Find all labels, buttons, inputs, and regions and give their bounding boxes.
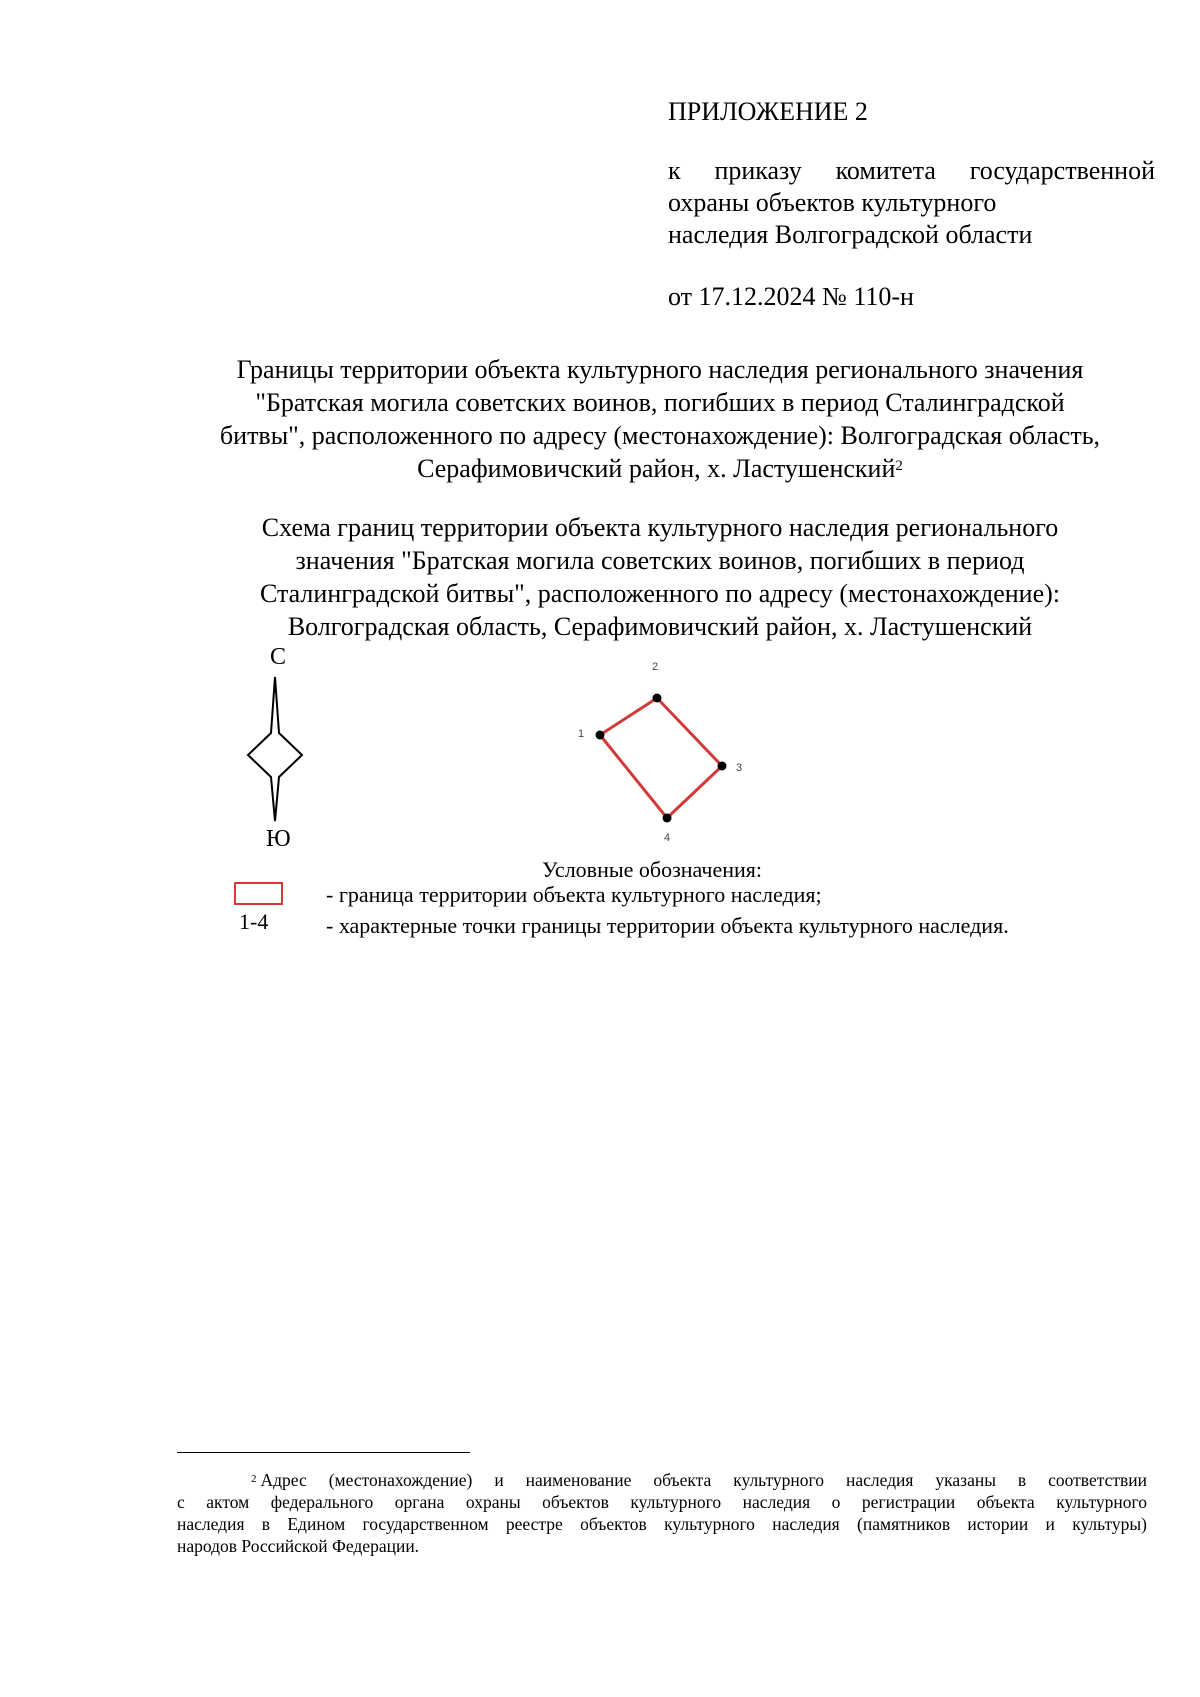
- boundary-point-2: [653, 694, 662, 703]
- boundary-plan: [560, 655, 743, 850]
- territory-boundary: [600, 698, 722, 818]
- scheme-title-line: значения "Братская могила советских воинов, погибших в период: [295, 546, 1025, 575]
- heading-line: Серафимовичский район, х. Ластушенский: [417, 454, 896, 483]
- boundary-point-label: 1: [578, 728, 585, 740]
- footnote-line: с актом федерального органа охраны объектов культурного наследия о регистрации объекта культурного: [177, 1492, 1147, 1512]
- footnote-index: 2: [251, 1473, 257, 1485]
- document-heading: [165, 353, 1155, 485]
- footnote-line: народов Российской Федерации.: [177, 1536, 420, 1556]
- legend-title: Условные обозначения:: [542, 857, 763, 882]
- footnote-divider: [177, 1452, 470, 1453]
- boundary-point-label: 3: [736, 762, 743, 774]
- compass-rose-icon: [245, 675, 305, 825]
- scheme-title-line: Сталинградской битвы", расположенного по адресу (местонахождение):: [259, 579, 1061, 608]
- footnote: [177, 1469, 1147, 1557]
- scheme-title: [165, 511, 1155, 643]
- heading-line-last: [165, 452, 1155, 485]
- order-reference-line: охраны объектов культурного: [668, 188, 997, 217]
- legend-point-code: 1-4: [239, 909, 269, 934]
- heading-line: Границы территории объекта культурного наследия регионального значения: [236, 355, 1084, 384]
- footnote-line: Адрес (местонахождение) и наименование объекта культурного наследия указаны в соответствии: [260, 1470, 1147, 1490]
- legend-item-points: - характерные точки границы территории объекта культурного наследия.: [326, 913, 1009, 938]
- footnote-mark: 2: [895, 458, 903, 474]
- order-reference-line: наследия Волгоградской области: [668, 220, 1033, 249]
- order-reference-line: к приказу комитета государственной: [668, 156, 1155, 185]
- heading-line: "Братская могила советских воинов, погибших в период Сталинградской: [255, 388, 1065, 417]
- boundary-point-label: 4: [664, 832, 671, 844]
- compass-south-label: Ю: [266, 826, 291, 852]
- order-reference: [668, 155, 1155, 251]
- legend-item-boundary: - граница территории объекта культурного наследия;: [326, 882, 822, 907]
- footnote-line-first: [177, 1469, 1147, 1491]
- scheme-title-line: Схема границ территории объекта культурного наследия регионального: [261, 513, 1059, 542]
- compass-north-label: С: [270, 644, 287, 670]
- order-date: от 17.12.2024 № 110-н: [668, 282, 914, 311]
- boundary-point-label: 2: [652, 661, 659, 673]
- boundary-point-1: [596, 731, 605, 740]
- boundary-swatch-icon: [234, 882, 283, 905]
- boundary-point-4: [663, 814, 672, 823]
- boundary-point-3: [718, 762, 727, 771]
- heading-line: битвы", расположенного по адресу (местонахождение): Волгоградская область,: [219, 421, 1101, 450]
- footnote-line: наследия в Едином государственном реестре объектов культурного наследия (памятников истории и культуры): [177, 1514, 1147, 1534]
- appendix-title: ПРИЛОЖЕНИЕ 2: [668, 97, 868, 126]
- scheme-title-line: Волгоградская область, Серафимовичский район, х. Ластушенский: [287, 612, 1033, 641]
